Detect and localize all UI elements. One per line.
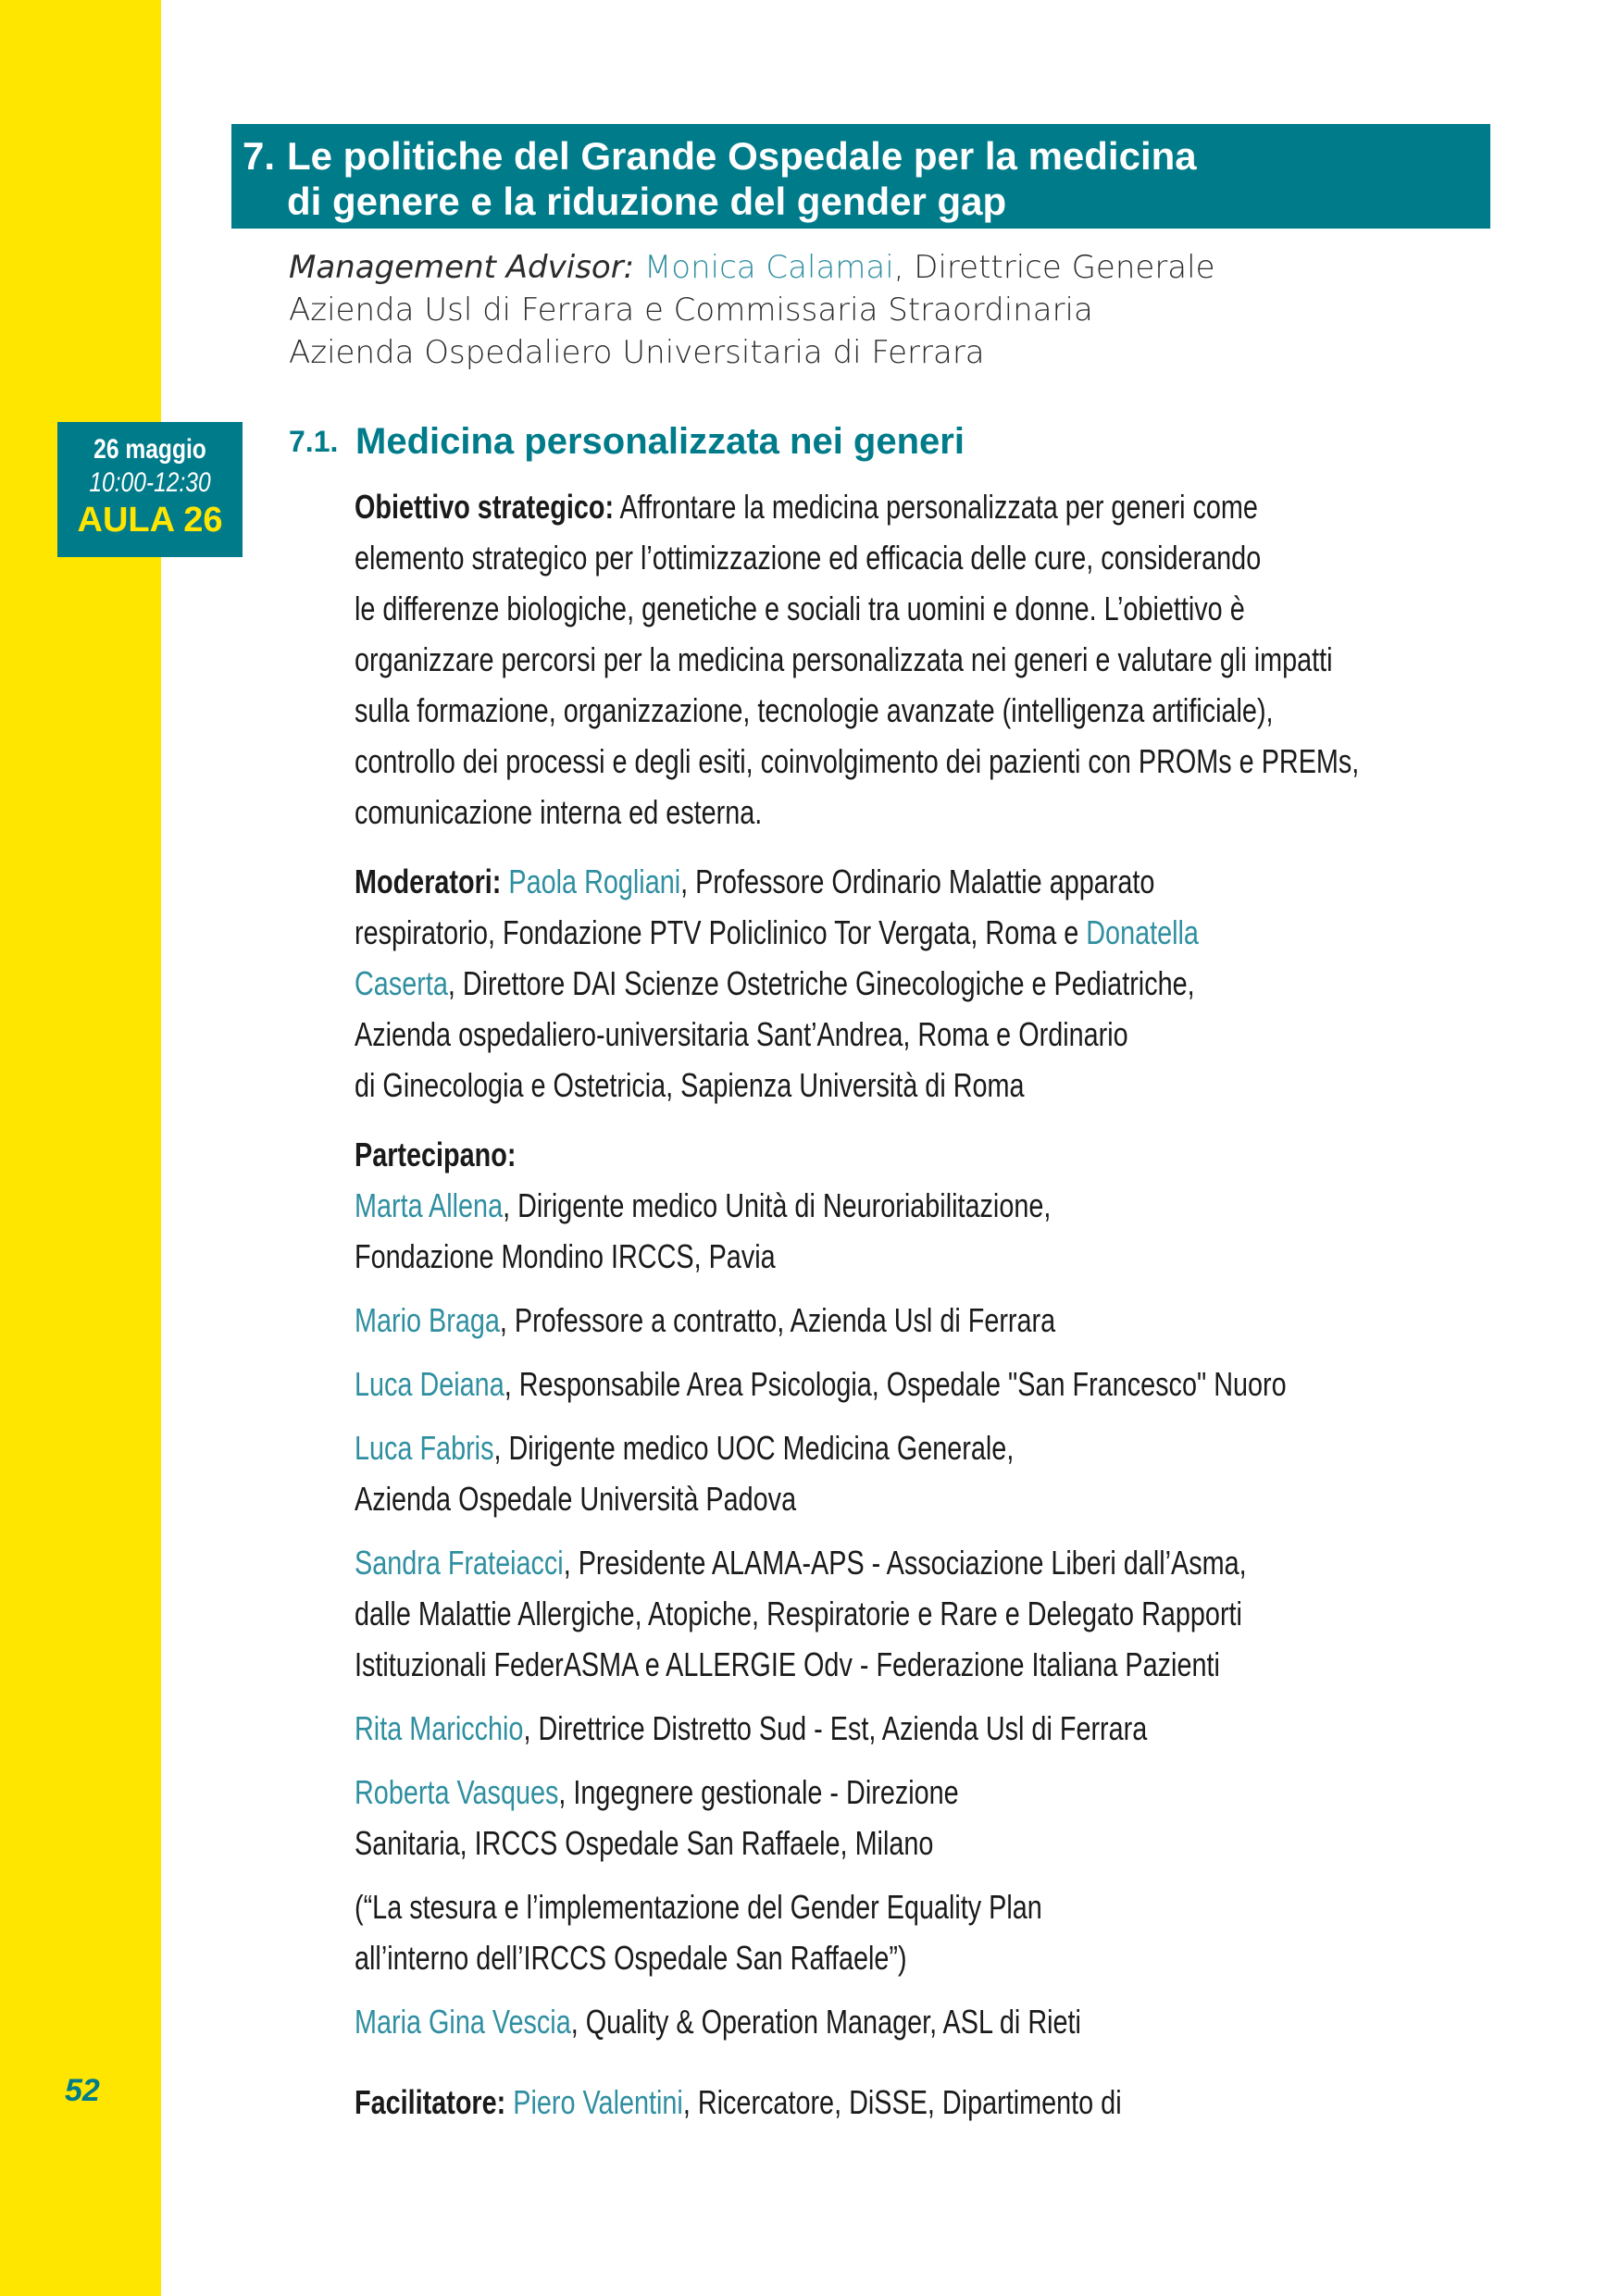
list-item: Luca Fabris, Dirigente medico UOC Medicina Generale, Azienda Ospedale Università Padova — [355, 1429, 1015, 1518]
section-number: 7. — [243, 134, 276, 178]
moderator-name: Paola Rogliani — [508, 863, 681, 900]
facilitator-block: Facilitatore: Piero Valentini, Ricercatore, DiSSE, Dipartimento di — [355, 2083, 1122, 2121]
list-item: Rita Maricchio, Direttrice Distretto Sud - Est, Azienda Usl di Ferrara — [355, 1709, 1148, 1747]
list-item: (“La stesura e l’implementazione del Gender Equality Plan all’interno dell’IRCCS Ospedale San Raffaele”) — [355, 1888, 1042, 1977]
facilitator-name: Piero Valentini — [513, 2083, 683, 2121]
section-title: Le politiche del Grande Ospedale per la medicina di genere e la riduzione del gender gap — [287, 134, 1197, 223]
subsection-number: 7.1. — [289, 425, 339, 458]
moderators-label: Moderatori: — [355, 863, 502, 900]
participants-label: Partecipano: — [355, 1136, 517, 1173]
list-item: Marta Allena, Dirigente medico Unità di Neuroriabilitazione, Fondazione Mondino IRCCS, Pavia — [355, 1186, 1052, 1275]
moderator-name: Donatella — [1086, 913, 1199, 951]
list-item: Luca Deiana, Responsabile Area Psicologia, Ospedale "San Francesco" Nuoro — [355, 1365, 1287, 1403]
page-number: 52 — [65, 2073, 100, 2108]
subsection-title: Medicina personalizzata nei generi — [355, 421, 965, 462]
list-item: Roberta Vasques, Ingegnere gestionale - Direzione Sanitaria, IRCCS Ospedale San Raffaele, Milano — [355, 1773, 959, 1862]
section-header — [231, 124, 1490, 229]
list-item: Maria Gina Vescia, Quality & Operation Manager, ASL di Rieti — [355, 2003, 1081, 2041]
objective-block: Obiettivo strategico: Affrontare la medicina personalizzata per generi come elemento strategico per l’ottimizzazione ed efficacia delle cure, considerando le differenze biologiche, genetiche e sociali tra uomini e donne. L’obiettivo è organizzare percorsi per la medicina personalizzata nei generi e valutare gli impatti sulla formazione, organizzazione, tecnologie avanzate (intelligenza artificiale), controllo dei processi e degli esiti, coinvolgimento dei pazienti con PROMs e PREMs, comunicazione interna ed esterna. — [355, 488, 1360, 831]
moderators-block: Moderatori: Paola Rogliani, Professore Ordinario Malattie apparato respiratorio, Fondazione PTV Policlinico Tor Vergata, Roma e Donatella Caserta, Direttore DAI Scienze Ostetriche Ginecologiche e Pediatriche, Azienda ospedaliero-universitaria Sant’Andrea, Roma e Ordinario di Ginecologia e Ostetricia, Sapienza Università di Roma — [355, 863, 1199, 1104]
session-date: 26 maggio — [93, 434, 206, 465]
session-time: 10:00-12:30 — [89, 467, 211, 498]
management-advisor: Management Advisor: Monica Calamai, Direttrice Generale Azienda Usl di Ferrara e Commissaria Straordinaria Azienda Ospedaliero Universitaria di Ferrara — [289, 249, 1215, 371]
session-content — [355, 481, 1521, 2128]
advisor-label: Management Advisor: — [289, 249, 635, 286]
list-item: Sandra Frateiacci, Presidente ALAMA-APS - Associazione Liberi dall’Asma, dalle Malattie Allergiche, Atopiche, Respiratorie e Rare e Delegato Rapporti Istituzionali FederASMA e ALLERGIE Odv - Federazione Italiana Pazienti — [355, 1544, 1247, 1683]
objective-label: Obiettivo strategico: — [355, 488, 615, 526]
facilitator-label: Facilitatore: — [355, 2083, 506, 2121]
subsection-header — [289, 418, 1492, 465]
list-item: Mario Braga, Professore a contratto, Azienda Usl di Ferrara — [355, 1301, 1056, 1339]
advisor-name: Monica Calamai — [643, 249, 894, 286]
yellow-side-bar — [0, 0, 161, 2296]
participants-block — [355, 1129, 1465, 2047]
session-date-box — [57, 422, 243, 557]
session-room: AULA 26 — [77, 501, 223, 540]
